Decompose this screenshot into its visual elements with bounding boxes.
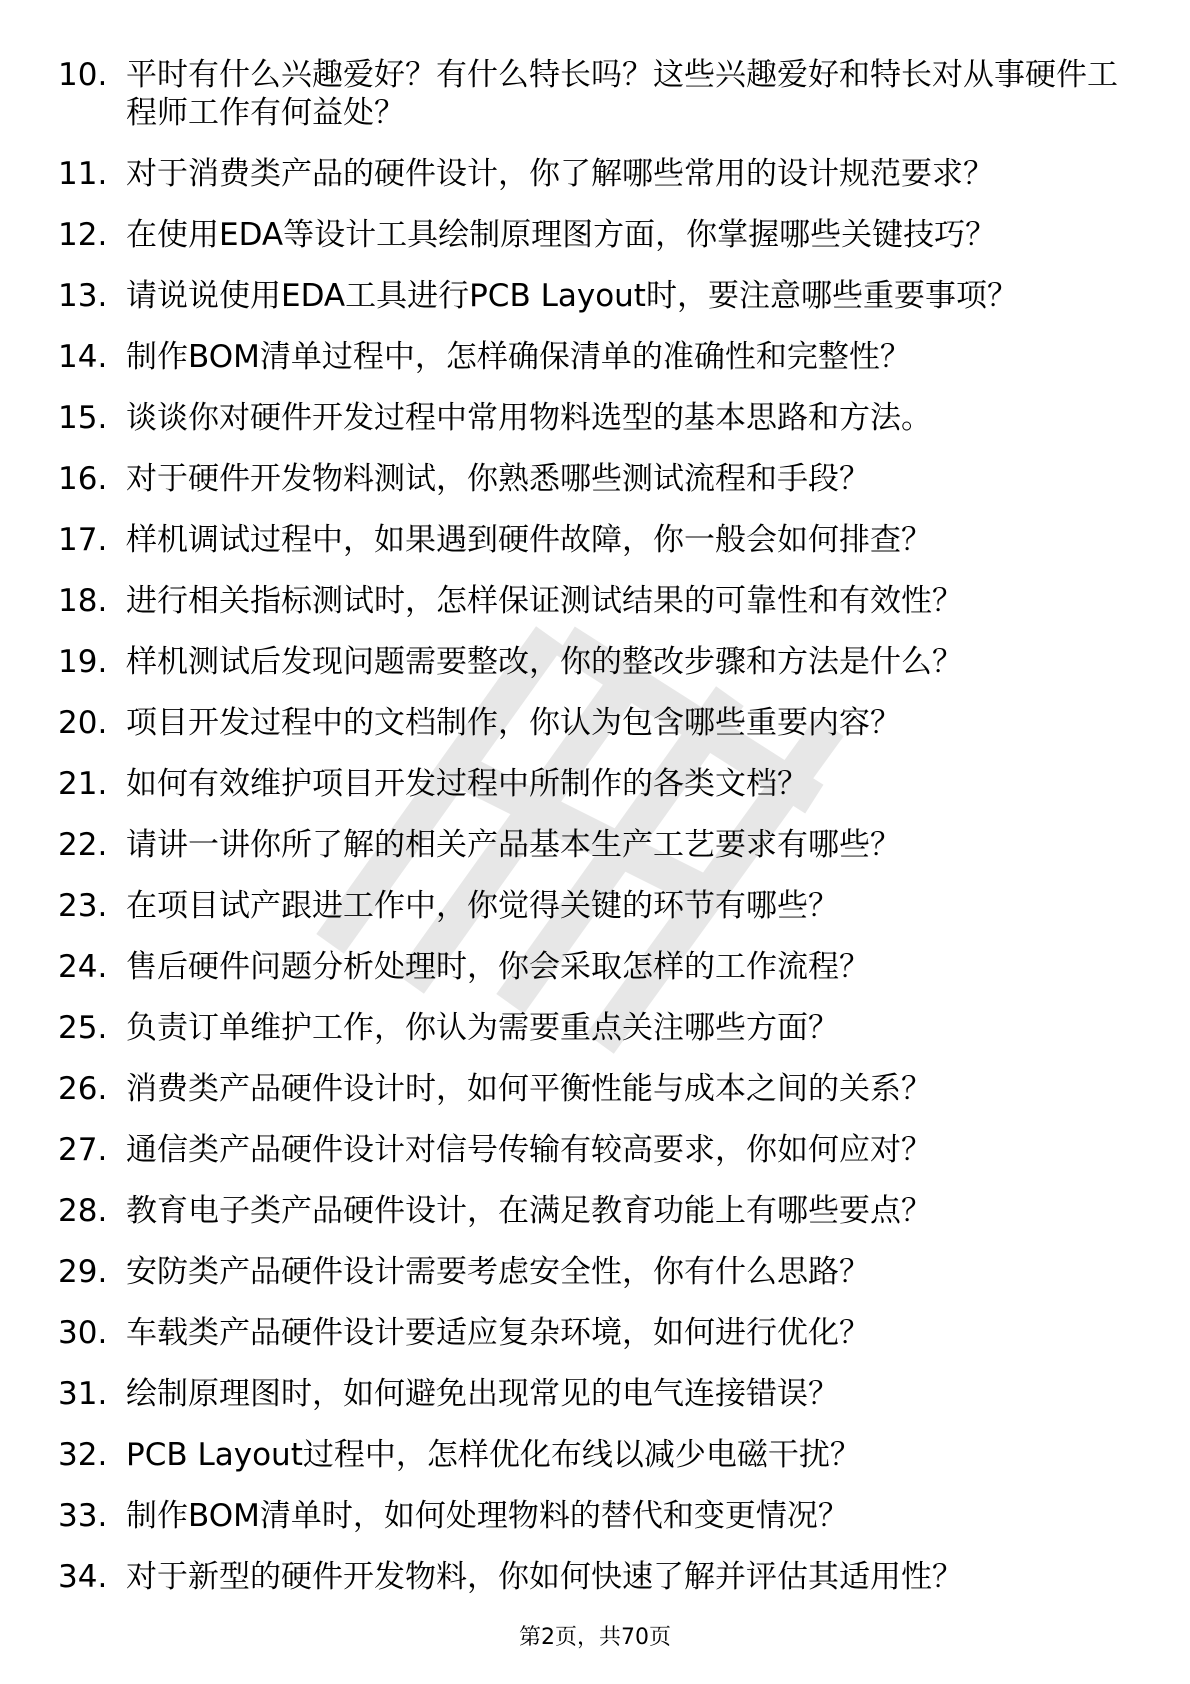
question-text: 样机调试过程中，如果遇到硬件故障，你一般会如何排查？ (126, 522, 932, 558)
list-item (58, 1131, 1128, 1169)
question-text: 对于新型的硬件开发物料，你如何快速了解并评估其适用性？ (126, 1559, 963, 1595)
question-number: 32. (58, 1437, 108, 1473)
question-text: 安防类产品硬件设计需要考虑安全性，你有什么思路？ (126, 1254, 870, 1290)
list-item (58, 277, 1128, 315)
question-text: 制作BOM清单过程中，怎样确保清单的准确性和完整性？ (126, 339, 911, 375)
list-item (58, 155, 1128, 193)
question-number: 12. (58, 217, 108, 253)
question-number: 28. (58, 1193, 108, 1229)
question-number: 27. (58, 1132, 108, 1168)
list-item (58, 1558, 1128, 1596)
list-item (58, 1436, 1128, 1474)
question-number: 24. (58, 949, 108, 985)
question-text: 在使用EDA等设计工具绘制原理图方面，你掌握哪些关键技巧？ (126, 217, 997, 253)
list-item (58, 338, 1128, 376)
question-number: 21. (58, 766, 108, 802)
question-number: 19. (58, 644, 108, 680)
question-number: 20. (58, 705, 108, 741)
question-text: 通信类产品硬件设计对信号传输有较高要求，你如何应对？ (126, 1132, 932, 1168)
list-item (58, 1497, 1128, 1535)
question-number: 30. (58, 1315, 108, 1351)
list-item (58, 1070, 1128, 1108)
question-number: 13. (58, 278, 108, 314)
question-text: 制作BOM清单时，如何处理物料的替代和变更情况？ (126, 1498, 849, 1534)
list-item (58, 1253, 1128, 1291)
question-text: 平时有什么兴趣爱好？有什么特长吗？这些兴趣爱好和特长对从事硬件工程师工作有何益处？ (126, 57, 1118, 131)
question-text: 在项目试产跟进工作中，你觉得关键的环节有哪些？ (126, 888, 839, 924)
question-text: PCB Layout过程中，怎样优化布线以减少电磁干扰？ (126, 1437, 861, 1473)
list-item (58, 948, 1128, 986)
list-item (58, 216, 1128, 254)
list-item (58, 399, 1128, 437)
question-number: 29. (58, 1254, 108, 1290)
question-text: 样机测试后发现问题需要整改，你的整改步骤和方法是什么？ (126, 644, 963, 680)
list-item (58, 1314, 1128, 1352)
question-number: 17. (58, 522, 108, 558)
question-text: 教育电子类产品硬件设计，在满足教育功能上有哪些要点？ (126, 1193, 932, 1229)
question-number: 34. (58, 1559, 108, 1595)
list-item (58, 887, 1128, 925)
question-text: 对于消费类产品的硬件设计，你了解哪些常用的设计规范要求？ (126, 156, 994, 192)
question-text: 请讲一讲你所了解的相关产品基本生产工艺要求有哪些？ (126, 827, 901, 863)
page-footer (0, 1624, 1190, 1652)
question-text: 如何有效维护项目开发过程中所制作的各类文档？ (126, 766, 808, 802)
question-number: 14. (58, 339, 108, 375)
list-item (58, 1375, 1128, 1413)
question-number: 31. (58, 1376, 108, 1412)
question-number: 23. (58, 888, 108, 924)
question-number: 26. (58, 1071, 108, 1107)
question-text: 负责订单维护工作，你认为需要重点关注哪些方面？ (126, 1010, 839, 1046)
question-number: 18. (58, 583, 108, 619)
question-text: 项目开发过程中的文档制作，你认为包含哪些重要内容？ (126, 705, 901, 741)
list-item (58, 460, 1128, 498)
question-text: 进行相关指标测试时，怎样保证测试结果的可靠性和有效性？ (126, 583, 963, 619)
list-item (58, 521, 1128, 559)
page-number-label: 第2页，共70页 (519, 1625, 671, 1650)
list-item (58, 704, 1128, 742)
question-text: 消费类产品硬件设计时，如何平衡性能与成本之间的关系？ (126, 1071, 932, 1107)
question-text: 车载类产品硬件设计要适应复杂环境，如何进行优化？ (126, 1315, 870, 1351)
list-item (58, 1192, 1128, 1230)
question-number: 22. (58, 827, 108, 863)
list-item (58, 765, 1128, 803)
question-text: 对于硬件开发物料测试，你熟悉哪些测试流程和手段？ (126, 461, 870, 497)
question-number: 10. (58, 57, 108, 93)
question-list (58, 56, 1128, 1619)
list-item (58, 643, 1128, 681)
question-text: 谈谈你对硬件开发过程中常用物料选型的基本思路和方法。 (126, 400, 932, 436)
question-number: 25. (58, 1010, 108, 1046)
question-number: 16. (58, 461, 108, 497)
question-text: 请说说使用EDA工具进行PCB Layout时，要注意哪些重要事项？ (126, 278, 1018, 314)
question-number: 33. (58, 1498, 108, 1534)
question-number: 11. (58, 156, 108, 192)
question-text: 绘制原理图时，如何避免出现常见的电气连接错误？ (126, 1376, 839, 1412)
list-item (58, 826, 1128, 864)
question-text: 售后硬件问题分析处理时，你会采取怎样的工作流程？ (126, 949, 870, 985)
list-item (58, 582, 1128, 620)
list-item (58, 1009, 1128, 1047)
question-number: 15. (58, 400, 108, 436)
list-item (58, 56, 1128, 132)
